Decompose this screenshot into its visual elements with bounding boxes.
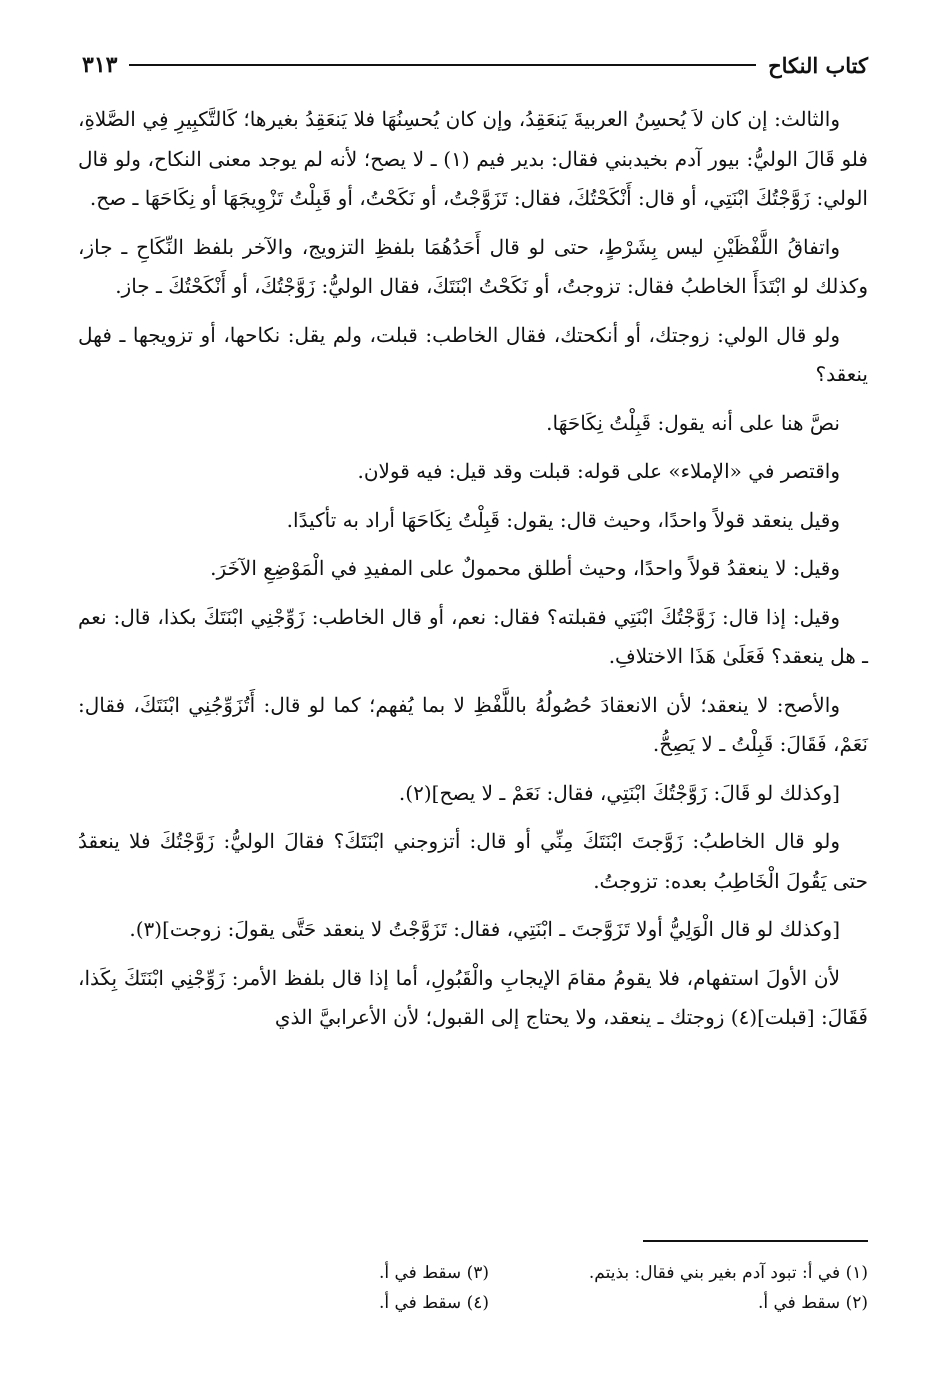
main-text — [78, 100, 868, 1047]
footnote: (٢) سقط في أ. — [757, 1293, 868, 1313]
paragraph: ولو قال الخاطبُ: زَوَّجتَ ابْنَتَكَ مِنِّي أو قال: أتزوجني ابْنَتَكَ؟ فقالَ الوليُّ: زَوَّجْتُكَ فلا ينعقدُ حتى يَقُولَ الْخَاطِبُ بعده: تزوجتُ. — [78, 829, 868, 893]
footnote: (٣) سقط في أ. — [378, 1263, 489, 1283]
header-rule — [129, 64, 756, 66]
paragraph: لأن الأولَ استفهام، فلا يقومُ مقامَ الإيجابِ والْقَبُولِ، أما إذا قال بلفظ الأمر: زَوِّجْنِي ابْنَتَكَ بِكَذا، فَقَالَ: [قبلت](٤) زوجتك ـ ينعقد، ولا يحتاج إلى القبول؛ لأن الأعرابيَّ الذي — [78, 965, 868, 1029]
footnote: (٤) سقط في أ. — [378, 1293, 489, 1313]
paragraph: والأصح: لا ينعقد؛ لأن الانعقادَ حُصُولُهُ باللَّفْظِ لا بما يُفهم؛ كما لو قال: أَتُزَوِّجُنِي ابْنَتَكَ، فقال: نَعَمْ، فَقَالَ: قَبِلْتُ ـ لا يَصِحُّ. — [78, 692, 868, 756]
footnote: (١) في أ: تبود آدم بغير بني فقال: بذيتم. — [588, 1263, 868, 1283]
paragraph: [وكذلك لو قال الْوَلِيُّ أولا تَزَوَّجتَ ـ ابْنَتِي، فقال: تَزَوَّجْتُ لا ينعقد حَتَّى يقولَ: زوجت](٣). — [129, 917, 840, 941]
paragraph: واتفاقُ اللَّفْظَيْنِ ليس بِشَرْطٍ، حتى لو قال أَحَدُهُمَا بلفظِ التزويج، والآخر بلفظ النِّكَاحِ ـ جاز، وكذلك لو ابْتَدَأَ الخاطبُ فقال: تزوجتُ، أو نَكَحْتُ ابْنَتَكَ، فقال الوليُّ: زَوَّجْتُكَ، أو أَنْكَحْتُكَ ـ جاز. — [78, 234, 868, 298]
chapter-title: كتاب النكاح — [768, 52, 868, 78]
page-number: ٣١٣ — [82, 52, 118, 78]
paragraph: وقيل: لا ينعقدُ قولاً واحدًا، وحيث أطلق محمولٌ على المفيدِ في الْمَوْضِعِ الآخَرَ. — [210, 556, 840, 580]
footnotes — [150, 1258, 868, 1318]
paragraph: وقيل: إذا قال: زَوَّجْتُكَ ابْنَتِي فقبلته؟ فقال: نعم، أو قال الخاطب: زَوِّجْنِي ابْنَتَكَ بكذا، قال: نعم ـ هل ينعقد؟ فَعَلَىٰ هَذَا الاختلافِ. — [78, 604, 868, 668]
paragraph: والثالث: إن كان لاَ يُحسِنُ العربيةَ يَنعَقِدُ، وإن كان يُحسِنُهَا فلا يَنعَقِدُ بغيرها؛ كَالتَّكبِيرِ فِي الصَّلاةِ، فلو قَالَ الوليُّ: بيور آدم بخيدبني فقال: بدير فيم (١) ـ لا يصح؛ لأنه لم يوجد معنى النكاح، ولو قال الولي: زَوَّجْتُكَ ابْنَتِي، أو قال: أَنْكَحْتُكَ، فقال: تَزَوَّجْتُ، أو نَكَحْتُ، أو قَبِلْتُ تَزْوِيجَهَا أو نِكَاحَهَا ـ صح. — [78, 107, 868, 210]
paragraph: وقيل ينعقد قولاً واحدًا، وحيث قال: يقول: قَبِلْتُ نِكَاحَهَا أراد به تأكيدًا. — [286, 507, 840, 532]
paragraph: [وكذلك لو قَالَ: زَوَّجْتُكَ ابْنَتِي، فقال: نَعَمْ ـ لا يصح](٢). — [398, 780, 840, 805]
paragraph: نصَّ هنا على أنه يقول: قَبِلْتُ نِكَاحَهَا. — [546, 410, 840, 435]
page-header — [82, 52, 868, 78]
footnote-separator — [643, 1240, 868, 1242]
paragraph: ولو قال الولي: زوجتك، أو أنكحتك، فقال الخاطب: قبلت، ولم يقل: نكاحها، أو تزويجها ـ فهل ينعقد؟ — [78, 322, 868, 386]
paragraph: واقتصر في «الإملاء» على قوله: قبلت وقد قيل: فيه قولان. — [357, 459, 840, 483]
